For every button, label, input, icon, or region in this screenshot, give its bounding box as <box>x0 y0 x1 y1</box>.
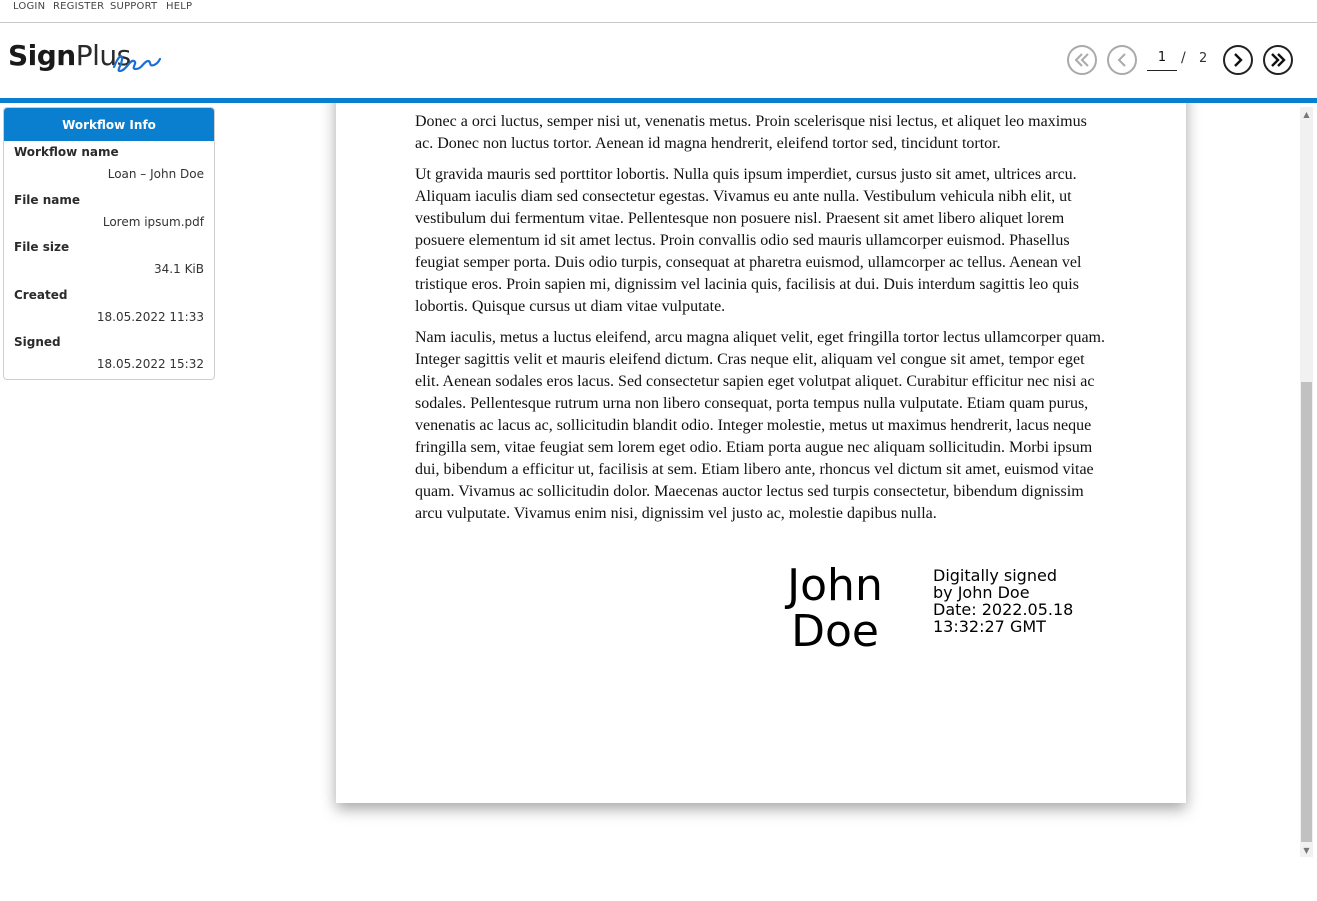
scroll-down-arrow-icon[interactable]: ▼ <box>1303 845 1310 855</box>
signature-detail-line: 13:32:27 GMT <box>933 617 1046 636</box>
help-link[interactable]: HELP <box>166 1 193 12</box>
file-size-value: 34.1 KiB <box>154 262 204 276</box>
viewer-scrollbar[interactable] <box>1300 107 1313 857</box>
chevron-left-icon <box>1117 53 1127 67</box>
signature-detail-line: Digitally signed <box>933 566 1057 585</box>
total-pages: 2 <box>1199 51 1208 66</box>
signature-first-name: John <box>787 560 883 611</box>
register-link[interactable]: REGISTER <box>53 1 105 12</box>
document-paragraph: Ut gravida mauris sed porttitor lobortis. Nulla quis ipsum imperdiet, cursus justo sit amet, ultrices arcu. Aliquam iaculis diam sed consectetur egestas. Vivamus eu ante nulla. Vestibulum vehicula nibh elit, ut vestibulum dui fermentum vitae. Pellentesque non posuere nisl. Praesent sit amet libero aliquet lorem posuere elementum id sit amet lectus. Proin convallis odio sed mauris ullamcorper euismod. Phasellus feugiat semper porta. Duis odio turpis, consequat at pharetra euismod, ullamcorper ac tellus. Aenean vel tristique eros. Proin sapien mi, dignissim vel lacinia quis, facilisis at dui. Duis interdum sagittis leo quis lobortis. Quisque cursus ut diam vitae vulputate. <box>415 166 1082 315</box>
logo-swash-icon <box>112 47 162 75</box>
created-label: Created <box>14 287 68 302</box>
page-number-input[interactable] <box>1147 45 1177 71</box>
workflow-name-value: Loan – John Doe <box>107 167 204 181</box>
document-text <box>415 111 1107 534</box>
signed-value: 18.05.2022 15:32 <box>96 357 204 371</box>
logo-wordmark: SignPlus <box>8 39 131 72</box>
created-value: 18.05.2022 11:33 <box>96 309 204 324</box>
document-viewer[interactable] <box>216 103 1300 857</box>
chevron-right-icon <box>1233 53 1243 67</box>
file-name-value: Lorem ipsum.pdf <box>102 214 204 229</box>
support-link[interactable]: SUPPORT <box>110 1 158 12</box>
signed-label: Signed <box>14 335 61 349</box>
signature-last-name: Doe <box>791 606 879 657</box>
top-link-bar <box>0 0 1317 23</box>
scroll-up-arrow-icon[interactable]: ▲ <box>1303 109 1310 119</box>
previous-page-button[interactable] <box>1107 45 1137 75</box>
login-link[interactable]: LOGIN <box>13 1 46 12</box>
file-size-label: File size <box>14 240 70 254</box>
workflow-name-label: Workflow name <box>14 145 119 159</box>
digital-signature-details <box>933 567 1113 635</box>
double-chevron-right-icon <box>1270 53 1286 67</box>
first-page-button[interactable] <box>1067 45 1097 75</box>
document-page <box>336 103 1186 803</box>
workflow-info-panel <box>3 107 215 380</box>
double-chevron-left-icon <box>1074 53 1090 67</box>
document-paragraph: Nam iaculis, metus a luctus eleifend, arcu magna aliquet velit, eget fringilla tortor lectus ullamcorper quam. Integer sagittis velit et mauris eleifend dictum. Cras neque elit, aliquam vel congue sit amet, tempor eget elit. Aenean sodales eros lacus. Sed consectetur sapien eget volutpat aliquet. Curabitur efficitur nec nisi ac sodales. Pellentesque rutrum urna non libero consequat, porta tempus nulla vulputate. Etiam quam purus, venenatis ac lacus ac, sollicitudin blandit odio. Integer molestie, metus ut maximus hendrerit, lacus neque fringilla sem, vitae feugiat sem lorem eget odio. Etiam porta augue nec aliquam sollicitudin. Morbi ipsum dui, bibendum a efficitur ut, facilisis at sem. Etiam libero ante, rhoncus vel dictum sit amet, euismod vitae quam. Vivamus ac sollicitudin dolor. Maecenas auctor lectus sed turpis consectetur, bibendum dignissim arcu vulputate. Vivamus enim nisi, dignissim vel justo ac, molestie dapibus nulla. <box>415 329 1105 522</box>
signature-detail-line: Date: 2022.05.18 <box>933 600 1074 619</box>
signature-detail-line: by John Doe <box>933 583 1030 602</box>
last-page-button[interactable] <box>1263 45 1293 75</box>
next-page-button[interactable] <box>1223 45 1253 75</box>
document-paragraph: Donec a orci luctus, semper nisi ut, venenatis metus. Proin scelerisque nisi lectus, et aliquet leo maximus ac. Donec non luctus tortor. Aenean id magna hendrerit, eleifend tortor sed, tincidunt tortor. <box>415 113 1087 152</box>
scrollbar-thumb[interactable] <box>1301 382 1312 842</box>
signature-name <box>780 560 890 657</box>
app-header <box>0 23 1317 98</box>
workflow-info-title: Workflow Info <box>4 108 214 141</box>
file-name-label: File name <box>14 192 81 207</box>
workflow-info-list <box>4 141 214 379</box>
page-separator: / <box>1181 50 1186 66</box>
